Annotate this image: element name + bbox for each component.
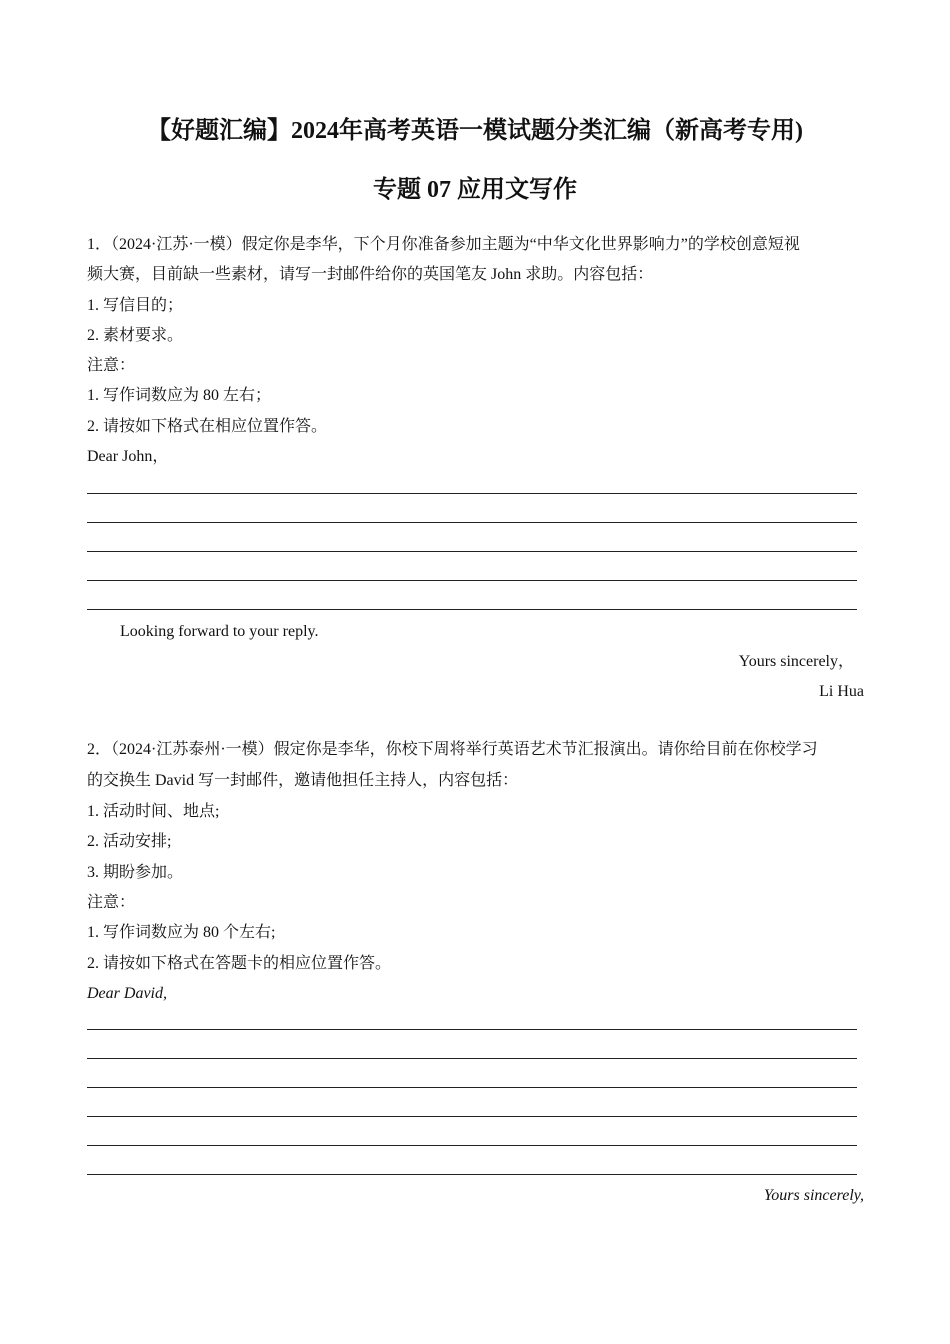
q2-intro-line-1: 2．（2024·江苏泰州·一模）假定你是李华，你校下周将举行英语艺术节汇报演出。请你给目前在你校学习 [87,741,818,758]
q2-greeting: Dear David, [87,985,167,1002]
q2-intro-line-2: 的交换生 David 写一封邮件，邀请他担任主持人，内容包括： [87,772,519,789]
q2-answer-line[interactable] [87,1174,857,1175]
q1-note-1: 1. 写作词数应为 80 左右； [87,387,272,404]
q2-note-2: 2. 请按如下格式在答题卡的相应位置作答。 [87,955,392,972]
q1-intro-line-1: 1．（2024·江苏·一模）假定你是李华，下个月你准备参加主题为“中华文化世界影响力”的学校创意短视 [87,236,800,253]
q1-answer-line[interactable] [87,522,857,523]
q2-point-2: 2. 活动安排; [87,833,172,850]
q2-answer-line[interactable] [87,1087,857,1088]
q2-answer-line[interactable] [87,1058,857,1059]
q2-answer-line[interactable] [87,1029,857,1030]
q1-point-2: 2. 素材要求。 [87,327,184,344]
q1-answer-line[interactable] [87,493,857,494]
q2-signoff: Yours sincerely, [763,1187,864,1204]
q2-note-1: 1. 写作词数应为 80 个左右; [87,924,276,941]
q2-point-1: 1. 活动时间、地点; [87,803,220,820]
q2-point-3: 3. 期盼参加。 [87,864,184,881]
document-subtitle: 专题 07 应用文写作 [373,177,577,203]
document-title: 【好题汇编】2024年高考英语一模试题分类汇编（新高考专用) [147,118,803,144]
q2-answer-line[interactable] [87,1145,857,1146]
q1-greeting: Dear John， [87,448,169,465]
q1-intro-line-2: 频大赛，目前缺一些素材，请写一封邮件给你的英国笔友 John 求助。内容包括： [87,266,654,283]
q1-note-2: 2. 请按如下格式在相应位置作答。 [87,418,328,435]
q1-signature: Li Hua [819,683,864,700]
q2-answer-line[interactable] [87,1116,857,1117]
q1-answer-line[interactable] [87,580,857,581]
q2-note-label: 注意： [87,894,136,911]
q1-note-label: 注意： [87,357,136,374]
q1-closing: Looking forward to your reply. [120,623,319,640]
q1-signoff: Yours sincerely， [738,653,854,670]
q1-point-1: 1. 写信目的； [87,297,184,314]
q1-answer-line[interactable] [87,609,857,610]
q1-answer-line[interactable] [87,551,857,552]
